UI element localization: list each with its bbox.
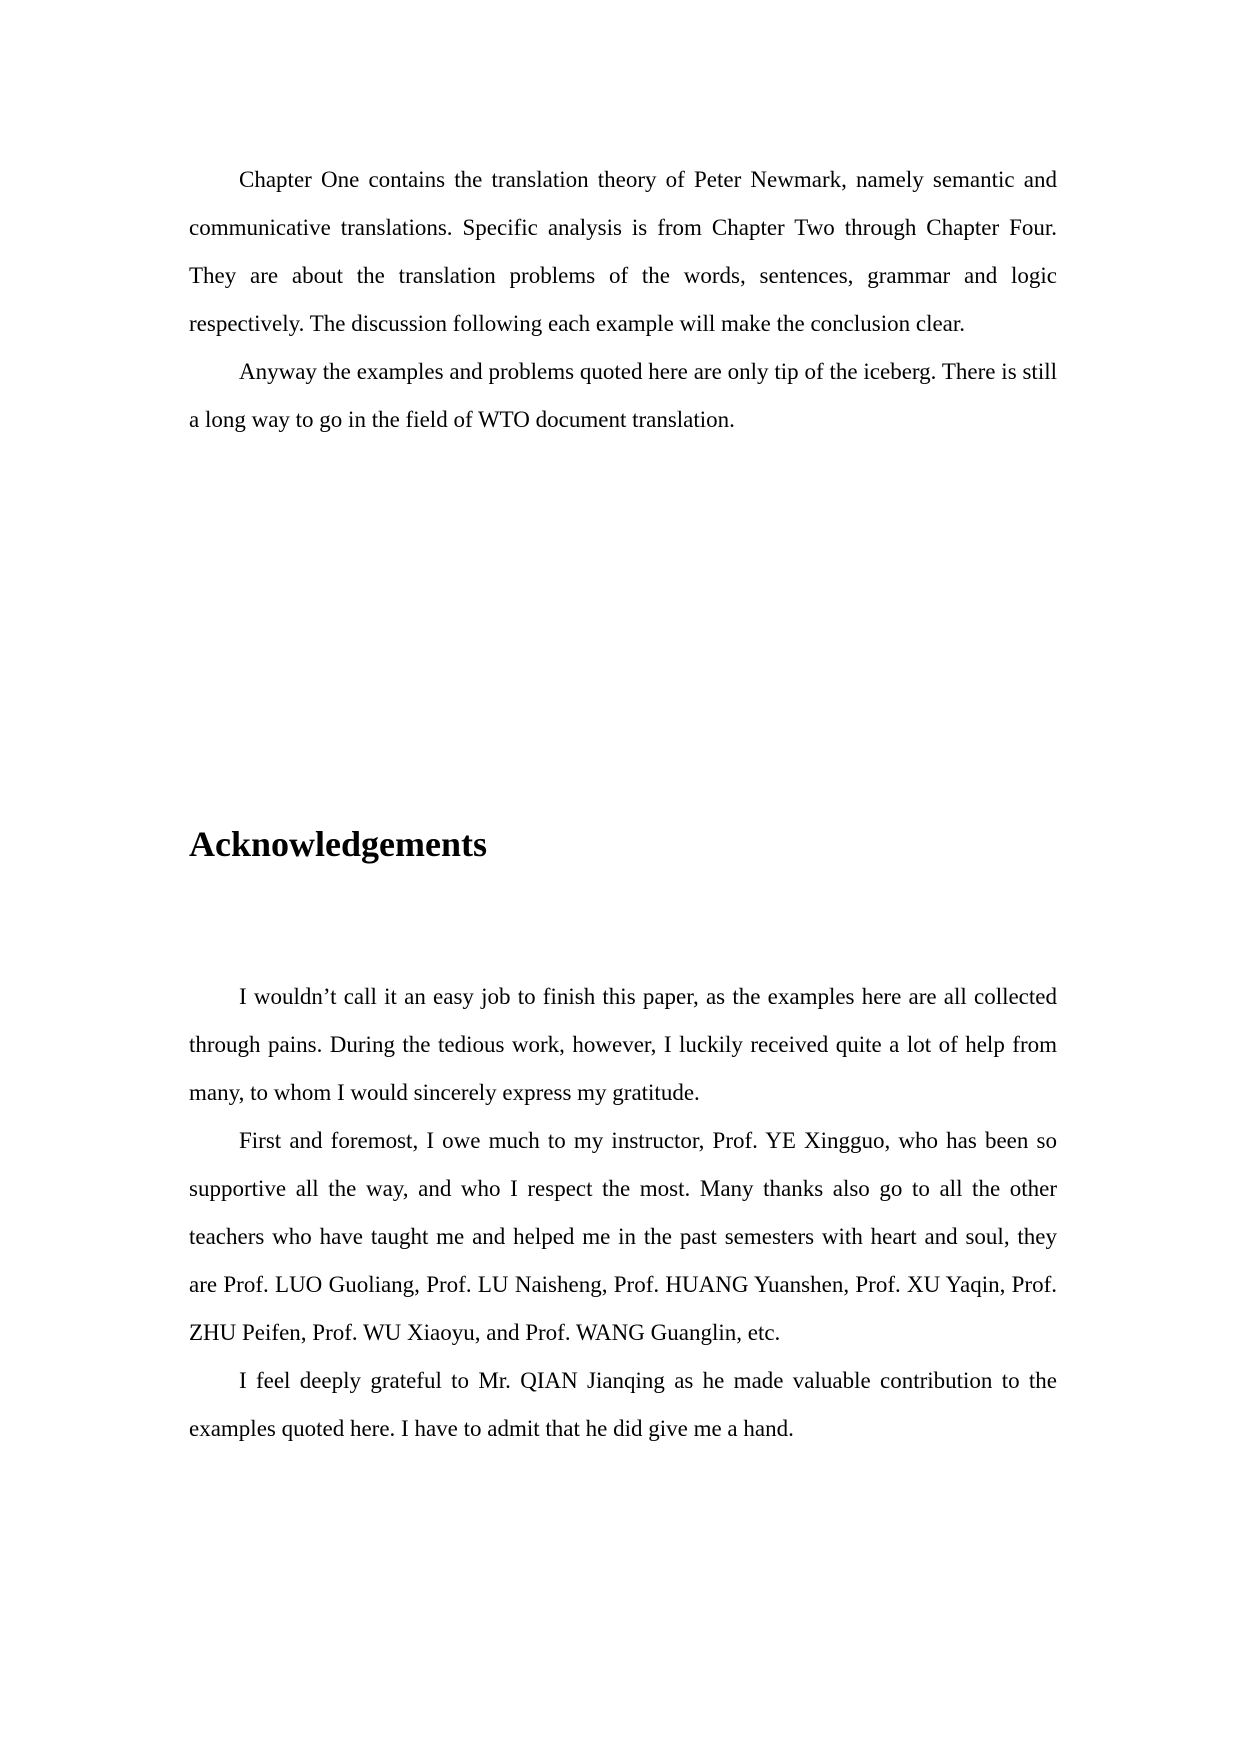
intro-paragraph: Chapter One contains the translation theory of Peter Newmark, namely semantic and communicative translations. Specific analysis is from Chapter Two through Chapter Four. They are about the translation problems of the words, sentences, grammar and logic respectively. The discussion following each example will make the conclusion clear. [189,167,1057,336]
acknowledgements-section [189,973,1057,1453]
acknowledgements-paragraph: I feel deeply grateful to Mr. QIAN Jianqing as he made valuable contribution to the examples quoted here. I have to admit that he did give me a hand. [189,1368,1057,1441]
acknowledgements-heading: Acknowledgements [189,824,487,864]
intro-section [189,156,1057,444]
acknowledgements-paragraph: First and foremost, I owe much to my instructor, Prof. YE Xingguo, who has been so supportive all the way, and who I respect the most. Many thanks also go to all the other teachers who have taught me and helped me in the past semesters with heart and soul, they are Prof. LUO Guoliang, Prof. LU Naisheng, Prof. HUANG Yuanshen, Prof. XU Yaqin, Prof. ZHU Peifen, Prof. WU Xiaoyu, and Prof. WANG Guanglin, etc. [189,1128,1057,1345]
acknowledgements-paragraph: I wouldn’t call it an easy job to finish this paper, as the examples here are all collected through pains. During the tedious work, however, I luckily received quite a lot of help from many, to whom I would sincerely express my gratitude. [189,984,1057,1105]
intro-paragraph: Anyway the examples and problems quoted here are only tip of the iceberg. There is still a long way to go in the field of WTO document translation. [189,359,1057,432]
